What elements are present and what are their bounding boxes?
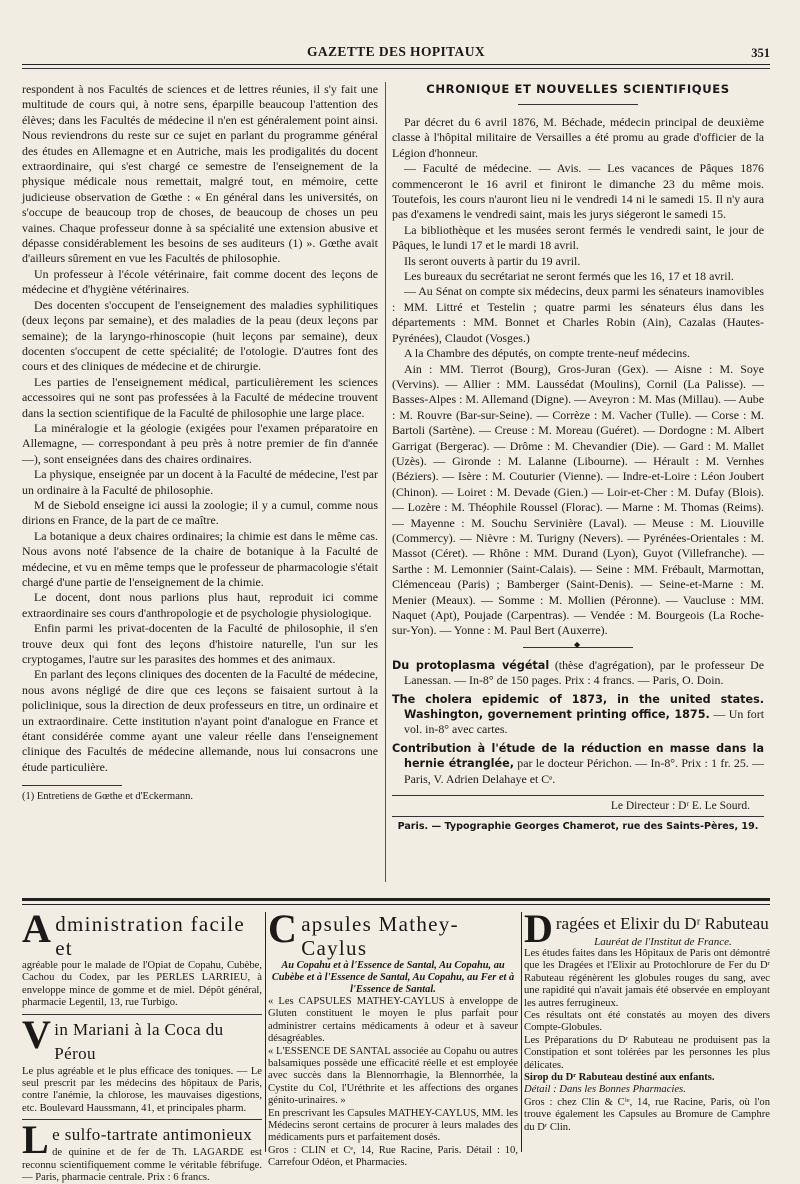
director-line: Le Directeur : Dʳ E. Le Sourd. xyxy=(610,800,750,813)
book-details: (thèse d'agrégation), par le professeur De Lanessan. — In-8° de 150 pages. Prix : 4 francs. — Paris, O. Doin. xyxy=(404,657,764,688)
article-paragraph: M de Siebold enseigne ici aussi la zoologie; il y a cumul, comme nous dirions en France, de la part de ce maître. xyxy=(22,497,378,528)
printer-line: Paris. — Typographie Georges Chamerot, rue des Saints-Pères, 19. xyxy=(397,821,759,833)
right-column xyxy=(392,82,764,832)
article-paragraph: respondent à nos Facultés de sciences et de lettres réunies, il s'y fait une multitude de cours qui, à notre sens, éparpille beaucoup l'attention des élèves; dans les Facultés de médecine il n'en est généralement point ainsi. Nous reviendrons du reste sur ce sujet en parlant du programme général des études en Allemagne et en Autriche, mais les prodigalités du docent extraordinaire, qui s'est chargé ce semestre de l'enseignement de la physique médicale nous remettait, malgré tout, en mémoire, cette judicieuse observation de Gœthe : « En général dans les universités, on s'occupe de beaucoup trop de choses, de beaucoup de choses un peu vaines. Chaque professeur donne à sa spécialité une extension abusive et dépasse considérablement les besoins de ses auditeurs (1) ». Gœthe avait d'ailleurs sûrement en vue les Facultés de philosophie. xyxy=(22,82,378,266)
advertisements xyxy=(22,906,770,1184)
ad-text: de quinine et de fer de Th. LAGARDE est reconnu scientifiquement comme le véritable fébrifuge. — Paris, pharmacie centrale. Prix : 6 francs. xyxy=(22,1147,262,1184)
ad-heading xyxy=(22,1117,262,1163)
drop-cap: C xyxy=(268,906,299,951)
deputies-list: Ain : MM. Tierrot (Bourg), Gros-Juran (Gex). — Aisne : M. Soye (Vervins). — Allier : MM. Laussédat (Moulins), Cornil (La Palisse). — Basses-Alpes : M. Allemand (Digne). — Aveyron : M. Mas (Millau). — Aube : M. Rouvre (Bar-sur-Seine). — Corrèze : M. Vacher (Tulle). — Corse : M. Bartoli (Sartène). — Creuse : M. Moreau (Guéret). — Dordogne : M. Albert Garrigat (Bergerac). — Drôme : M. Chevandier (Die). — Gard : M. Mallet (Uzès). — Gironde : M. Lalanne (Libourne). — Hérault : M. Vernhes (Béziers). — Isère : M. Couturier (Vienne). — Indre-et-Loire : Léon Joubert (Chinon). — Loiret : M. Devade (Gien.) — Loir-et-Cher : M. Dufay (Blois). — Lozère : M. Théophile Roussel (Florac). — Marne : M. Thomas (Reims). — Mayenne : M. Souchu Servinière (Laval). — Meuse : M. Liouville (Commercy). — Nièvre : M. Turigny (Nevers). — Pyrénées-Orientales : M. Massot (Céret). — Rhône : MM. Durand (Lyon), Guyot (Villefranche). — Sarthe : M. Lemonnier (Saint-Calais). — Seine : MM. Frébault, Marmottan, Clémenceau (Paris) ; Bamberger (Saint-Denis). — Seine-et-Marne : M. Menier (Meaux). — Somme : M. Mollien (Péronne). — Vaucluse : MM. Naquet (Apt), Poujade (Carpentras). — Vendée : M. Bourgeois (La Roche-sur-Yon). — Yonne : M. Paul Bert (Auxerre). xyxy=(392,361,764,638)
ad-heading xyxy=(22,1011,262,1066)
page-header xyxy=(22,44,770,66)
column-divider xyxy=(385,82,386,882)
ads-rule-thin xyxy=(22,904,770,905)
ad-text: agréable pour le malade de l'Opiat de Copahu, Cubèbe, Cachou du Codex, par les PERLES LARRIEU, à enveloppe mince de gomme et de miel. Dépôt général, pharmacie Legentil, 13, rue Turbigo. xyxy=(22,960,262,1009)
news-paragraph: La bibliothèque et les musées seront fermés le vendredi saint, le jour de Pâques, le lundi 17 et le mardi 18 avril. xyxy=(392,222,764,253)
header-rule-thin xyxy=(22,68,770,69)
news-paragraph: Par décret du 6 avril 1876, M. Béchade, médecin principal de deuxième classe à l'hôpital militaire de Versailles a été promu au grade d'officier de la Légion d'honneur. xyxy=(392,115,764,160)
ad-column-2 xyxy=(268,906,518,1169)
left-column xyxy=(22,82,378,803)
ad-vin-mariani xyxy=(22,1011,262,1116)
ad-column-1 xyxy=(22,906,262,1184)
article-paragraph: La botanique a deux chaires ordinaires; la chimie est dans le même cas. Nous avons noté l'absence de la chaire de botanique à la Faculté de médecine, et vu en même temps que le professeur de pharmacologie s'était chargé d'une partie de l'enseignement de la chimie. xyxy=(22,528,378,589)
article-paragraph: La minéralogie et la géologie (exigées pour l'examen préparatoire en Allemagne, — correspondant à peu près à notre premier de fin d'année —), sont enseignées dans des chaires ordinaires. xyxy=(22,420,378,466)
ad-divider xyxy=(265,912,266,1152)
ad-title: dministration facile et xyxy=(55,912,246,960)
book-notice xyxy=(392,658,764,689)
ad-title: e sulfo-tartrate antimonieux xyxy=(52,1125,253,1145)
article-paragraph: La physique, enseignée par un docent à la Faculté de médecine, l'est par un ordinaire à la Faculté de philosophie. xyxy=(22,467,378,497)
news-paragraph: — Au Sénat on compte six médecins, deux parmi les sénateurs inamovibles : MM. Littré et Testelin ; quatre parmi les sénateurs élus dans les départements : MM. Bonnet et Charles Robin (Ain), Cazalas (Hautes-Pyrénées), Claudot (Vosges.) xyxy=(392,284,764,345)
ad-text: Sirop du Dʳ Rabuteau destiné aux enfants. xyxy=(524,1072,715,1084)
book-details: — Un fort vol. in-8° avec cartes. xyxy=(404,707,765,737)
header-rule xyxy=(22,64,770,65)
ad-opiat-copahu xyxy=(22,906,262,1010)
article-paragraph: En parlant des leçons cliniques des docenten de la Faculté de médecine, nous avons négligé de dire que ces leçons se faisaient surtout à la policlinique, sous la direction de deux professeurs en titre, un ordinaire et un extraordinaire. Cette institution n'ayant point d'analogue en France et étant considérée comme ayant une valeur réelle dans l'enseignement clinique des Facultés de médecine allemande, nous lui consacrons une étude particulière. xyxy=(22,667,378,774)
ad-title: ragées et Elixir du Dʳ Rabuteau xyxy=(555,914,769,933)
ad-capsules-mathey-caylus xyxy=(268,906,518,1170)
book-title: The cholera epidemic of 1873, in the united states. Washington, governement printing office, 1875. xyxy=(392,692,764,722)
drop-cap: A xyxy=(22,906,53,951)
book-notice xyxy=(392,741,764,787)
drop-cap: L xyxy=(22,1117,50,1163)
article-paragraph: Enfin parmi les privat-docenten de la Faculté de philosophie, il s'en trouve deux qui font des leçons d'histoire naturelle, l'un sur les cryptogames, l'autre sur les parasites des hommes et des animaux. xyxy=(22,621,378,667)
ad-text: Le plus agréable et le plus efficace des toniques. — Le seul prescrit par les médecins des hôpitaux de Paris, contre l'anémie, la chlorose, les mauvaises digestions, etc. Boulevard Haussmann, 41, et principales pharm. xyxy=(22,1065,262,1114)
section-rule xyxy=(518,104,638,105)
ad-rabuteau xyxy=(524,906,770,1134)
ad-heading xyxy=(22,906,262,960)
news-paragraph: Les bureaux du secrétariat ne seront fermés que les 16, 17 et 18 avril. xyxy=(404,269,734,284)
article-paragraph: Des docenten s'occupent de l'enseignement des maladies syphilitiques (deux leçons par semaine), et des maladies de la peau (deux leçons par semaine); de la laryngo-rhinoscopie (huit leçons par semaine), deux docenten s'occupent de cette spécialité; de l'otologie. D'autres font des cours et des cliniques de médecine et de chirurgie. xyxy=(22,297,378,374)
ad-rule xyxy=(22,1119,262,1120)
ad-text: Les études faites dans les Hôpitaux de Paris ont démontré que les Dragées et l'Elixir au Protochlorure de Fer du Dʳ Rabuteau régénèrent les globules rouges du sang, avec une rapidité qui n'avait jamais été observée en employant les autres ferrugineux. xyxy=(524,948,770,1009)
ad-text: « L'ESSENCE DE SANTAL associée au Copahu ou autres balsamiques possède une efficacité réelle et est employée avec succès dans la Blennorrhagie, la Blennorrhée, la Cystite du Col, l'Uréthrite et les affections des organes génito-urinaires. » xyxy=(268,1045,518,1107)
drop-cap: V xyxy=(22,1011,52,1057)
ad-address: Gros : CLIN et Cᵉ, 14, Rue Racine, Paris. Détail : 10, Carrefour Odéon, et Pharmacies. xyxy=(268,1144,518,1169)
ad-rule xyxy=(22,1014,262,1015)
ad-text: Ces résultats ont été constatés au moyen des divers Compte-Globules. xyxy=(524,1010,770,1034)
ad-sulfo-tartrate xyxy=(22,1117,262,1184)
book-title: Contribution à l'étude de la réduction en masse dans la hernie étranglée, xyxy=(392,741,764,771)
director-rule xyxy=(392,795,764,796)
ad-text: « Les CAPSULES MATHEY-CAYLUS à enveloppe de Gluten constituent le moyen le plus parfait pour administrer certains médicaments à odeur et à saveur désagréables. xyxy=(268,996,518,1045)
news-paragraph: — Faculté de médecine. — Avis. — Les vacances de Pâques 1876 commenceront le 16 avril et finiront le dimanche 23 du même mois. Toutefois, les cours n'auront lieu ni le vendredi 14 ni le samedi 15. Il n'y aura pas d'examens le vendredi saint, mais les jurys siégeront le samedi 15. xyxy=(392,161,764,222)
journal-title: GAZETTE DES HOPITAUX xyxy=(306,44,486,59)
article-paragraph: Le docent, dont nous parlions plus haut, reproduit ici comme extraordinaire ses cours d'anthropologie et de psychologie physiologique. xyxy=(22,590,378,620)
ad-subtitle: Au Copahu et à l'Essence de Santal, Au Copahu, au Cubèbe et à l'Essence de Santal, Au Copahu, au Fer et à l'Essence de Santal. xyxy=(271,960,515,995)
book-notice xyxy=(392,692,764,738)
ads-rule-thick xyxy=(22,898,770,901)
ad-text: Détail : Dans les Bonnes Pharmacies. xyxy=(524,1084,686,1096)
printer-rule xyxy=(392,816,764,817)
ad-title: in Mariani à la Coca du Pérou xyxy=(54,1019,224,1063)
news-paragraph: Ils seront ouverts à partir du 19 avril. xyxy=(404,253,581,268)
ad-address: Gros : chez Clin & Cⁱᵉ, 14, rue Racine, Paris, où l'on trouve également les Capsules au Bromure de Camphre du Dʳ Clin. xyxy=(524,1096,770,1133)
drop-cap: D xyxy=(524,906,553,951)
ad-divider xyxy=(521,912,522,1152)
section-title: CHRONIQUE ET NOUVELLES SCIENTIFIQUES xyxy=(426,82,730,96)
ornament-rule xyxy=(523,647,633,648)
news-paragraph: A la Chambre des députés, on compte trente-neuf médecins. xyxy=(404,346,690,361)
footnote: (1) Entretiens de Gœthe et d'Eckermann. xyxy=(22,791,193,803)
ad-heading xyxy=(268,906,518,960)
ad-text: En prescrivant les Capsules MATHEY-CAYLUS, MM. les Médecins seront certains de procurer à leurs malades des médicaments purs et parfaitement dosés. xyxy=(268,1107,518,1144)
ad-column-3 xyxy=(524,906,770,1152)
footnote-rule xyxy=(22,785,122,786)
ad-subtitle: Lauréat de l'Institut de France. xyxy=(594,936,732,948)
article-paragraph: Les parties de l'enseignement médical, particulièrement les sciences accessoires qui ne sont pas professées à la Faculté de médecine trouvent dans la section scientifique de la Faculté de philosophie une large place. xyxy=(22,374,378,420)
article-paragraph: Un professeur à l'école vétérinaire, fait comme docent des leçons de médecine et d'hygiène vétérinaires. xyxy=(22,266,378,297)
page-number: 351 xyxy=(751,46,770,60)
ad-text: Les Préparations du Dʳ Rabuteau ne produisent pas la Constipation et sont tolérées par les personnes les plus délicates. xyxy=(524,1034,770,1071)
book-details: par le docteur Périchon. — In-8°. Prix : 1 fr. 25. — Paris, V. Adrien Delahaye et Cᵉ. xyxy=(404,756,764,786)
ad-title: apsules Mathey-Caylus xyxy=(301,912,459,960)
book-title: Du protoplasma végétal xyxy=(392,658,550,672)
